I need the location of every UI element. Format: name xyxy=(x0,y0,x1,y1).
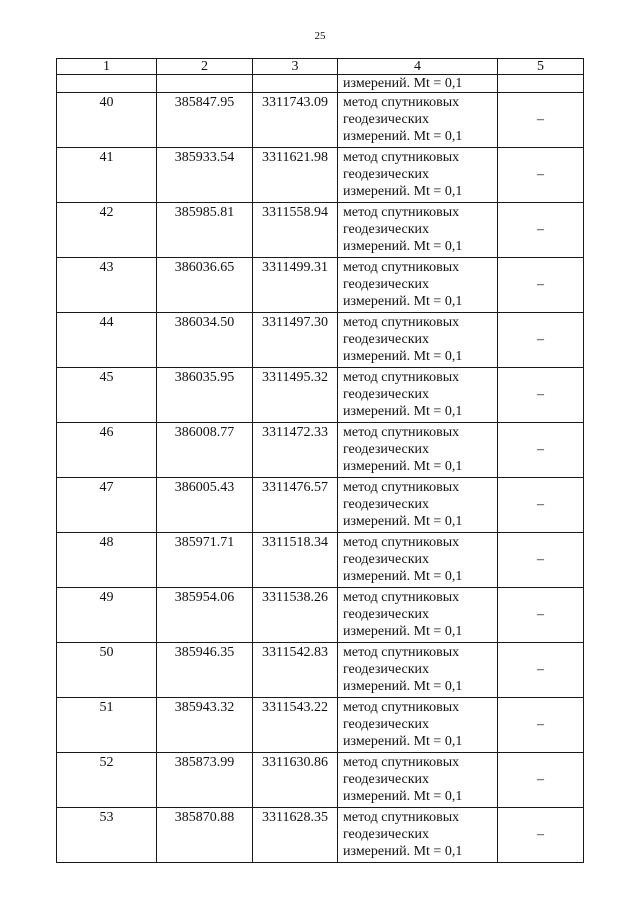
table-row xyxy=(57,698,584,753)
header-col-2: 2 xyxy=(157,59,253,75)
cell-num: 45 xyxy=(57,368,157,423)
method-line-1: метод спутниковых xyxy=(343,810,460,825)
cell-num: 51 xyxy=(57,698,157,753)
cell-num: 50 xyxy=(57,643,157,698)
method-line-2: геодезических xyxy=(343,717,430,732)
cell-note: – xyxy=(498,698,584,753)
table-row xyxy=(57,203,584,258)
cell-note: – xyxy=(498,368,584,423)
table-row xyxy=(57,533,584,588)
cell-num: 47 xyxy=(57,478,157,533)
method-line-2: геодезических xyxy=(343,662,430,677)
method-line-3: измерений. Mt = 0,1 xyxy=(343,349,463,364)
cell-method xyxy=(338,698,498,753)
method-line-1: метод спутниковых xyxy=(343,370,460,385)
cell-num: 43 xyxy=(57,258,157,313)
cell-y: 3311495.32 xyxy=(253,368,338,423)
cell-y: 3311558.94 xyxy=(253,203,338,258)
method-line-3: измерений. Mt = 0,1 xyxy=(343,789,463,804)
cell-y: 3311743.09 xyxy=(253,93,338,148)
cell-note: – xyxy=(498,148,584,203)
cell-num: 42 xyxy=(57,203,157,258)
method-line-2: геодезических xyxy=(343,332,430,347)
cell-y: 3311538.26 xyxy=(253,588,338,643)
method-line-3: измерений. Mt = 0,1 xyxy=(343,679,463,694)
method-line-1: метод спутниковых xyxy=(343,315,460,330)
cell-num xyxy=(57,75,157,93)
cell-method xyxy=(338,203,498,258)
cell-note: – xyxy=(498,478,584,533)
header-col-4: 4 xyxy=(338,59,498,75)
method-line-3: измерений. Mt = 0,1 xyxy=(343,184,463,199)
method-line-1: метод спутниковых xyxy=(343,205,460,220)
cell-y: 3311499.31 xyxy=(253,258,338,313)
method-line-1: метод спутниковых xyxy=(343,260,460,275)
cell-method xyxy=(338,368,498,423)
cell-y: 3311472.33 xyxy=(253,423,338,478)
cell-note: – xyxy=(498,533,584,588)
table-header xyxy=(57,59,584,75)
cell-method xyxy=(338,533,498,588)
method-line-1: метод спутниковых xyxy=(343,755,460,770)
method-line-2: геодезических xyxy=(343,607,430,622)
method-line-1: метод спутниковых xyxy=(343,425,460,440)
method-line-2: геодезических xyxy=(343,387,430,402)
method-line-1: метод спутниковых xyxy=(343,700,460,715)
method-line-3: измерений. Mt = 0,1 xyxy=(343,624,463,639)
method-line-2: геодезических xyxy=(343,222,430,237)
cell-method xyxy=(338,313,498,368)
method-line-3: измерений. Mt = 0,1 xyxy=(343,404,463,419)
method-line-1: метод спутниковых xyxy=(343,95,460,110)
method-line-3: измерений. Mt = 0,1 xyxy=(343,239,463,254)
cell-y: 3311543.22 xyxy=(253,698,338,753)
cell-note: – xyxy=(498,258,584,313)
method-line-1: метод спутниковых xyxy=(343,645,460,660)
method-line-2: геодезических xyxy=(343,112,430,127)
table-row xyxy=(57,313,584,368)
cell-y: 3311542.83 xyxy=(253,643,338,698)
cell-y: 3311630.86 xyxy=(253,753,338,808)
cell-y: 3311476.57 xyxy=(253,478,338,533)
cell-x: 385847.95 xyxy=(157,93,253,148)
method-line-2: геодезических xyxy=(343,772,430,787)
method-line-2: геодезических xyxy=(343,497,430,512)
cell-method xyxy=(338,588,498,643)
method-line-3: измерений. Mt = 0,1 xyxy=(343,459,463,474)
table-row xyxy=(57,258,584,313)
cell-num: 49 xyxy=(57,588,157,643)
cell-method xyxy=(338,643,498,698)
method-line-3: измерений. Mt = 0,1 xyxy=(343,844,463,859)
cell-y: 3311628.35 xyxy=(253,808,338,863)
method-line-1: метод спутниковых xyxy=(343,150,460,165)
cell-x: 386005.43 xyxy=(157,478,253,533)
method-line-2: геодезических xyxy=(343,827,430,842)
cell-method xyxy=(338,753,498,808)
coordinates-table xyxy=(56,58,584,863)
table-row xyxy=(57,643,584,698)
cell-note: – xyxy=(498,203,584,258)
table-row xyxy=(57,478,584,533)
cell-x: 385971.71 xyxy=(157,533,253,588)
method-line-2: геодезических xyxy=(343,442,430,457)
cell-x: 386035.95 xyxy=(157,368,253,423)
header-col-1: 1 xyxy=(57,59,157,75)
method-line-1: метод спутниковых xyxy=(343,590,460,605)
cell-num: 52 xyxy=(57,753,157,808)
cell-num: 44 xyxy=(57,313,157,368)
table-row xyxy=(57,368,584,423)
header-col-3: 3 xyxy=(253,59,338,75)
table-row xyxy=(57,753,584,808)
method-line-3: измерений. Mt = 0,1 xyxy=(343,294,463,309)
cell-method: измерений. Mt = 0,1 xyxy=(338,75,498,93)
cell-method xyxy=(338,148,498,203)
header-row xyxy=(57,59,584,75)
continuation-row xyxy=(57,75,584,93)
table-row xyxy=(57,93,584,148)
cell-method xyxy=(338,478,498,533)
method-line-2: геодезических xyxy=(343,167,430,182)
cell-note: – xyxy=(498,93,584,148)
cell-method xyxy=(338,93,498,148)
table-row xyxy=(57,423,584,478)
method-line-3: измерений. Mt = 0,1 xyxy=(343,569,463,584)
cell-y xyxy=(253,75,338,93)
cell-x: 385933.54 xyxy=(157,148,253,203)
method-line-2: геодезических xyxy=(343,552,430,567)
cell-note: – xyxy=(498,423,584,478)
table-body xyxy=(57,75,584,863)
cell-y: 3311518.34 xyxy=(253,533,338,588)
cell-y: 3311621.98 xyxy=(253,148,338,203)
method-line-1: метод спутниковых xyxy=(343,480,460,495)
cell-x: 386036.65 xyxy=(157,258,253,313)
cell-y: 3311497.30 xyxy=(253,313,338,368)
cell-num: 46 xyxy=(57,423,157,478)
cell-note: – xyxy=(498,643,584,698)
cell-x: 385985.81 xyxy=(157,203,253,258)
cell-x: 385954.06 xyxy=(157,588,253,643)
cell-x: 385870.88 xyxy=(157,808,253,863)
cell-note: – xyxy=(498,313,584,368)
page-number: 25 xyxy=(314,30,326,42)
cell-method xyxy=(338,423,498,478)
cell-num: 40 xyxy=(57,93,157,148)
cell-method xyxy=(338,808,498,863)
cell-method xyxy=(338,258,498,313)
cell-num: 53 xyxy=(57,808,157,863)
table-row xyxy=(57,588,584,643)
table-row xyxy=(57,148,584,203)
method-line-3: измерений. Mt = 0,1 xyxy=(343,734,463,749)
header-col-5: 5 xyxy=(498,59,584,75)
cell-note: – xyxy=(498,753,584,808)
cell-note: – xyxy=(498,588,584,643)
cell-x: 386008.77 xyxy=(157,423,253,478)
method-line-3: измерений. Mt = 0,1 xyxy=(343,129,463,144)
method-line-1: метод спутниковых xyxy=(343,535,460,550)
cell-num: 48 xyxy=(57,533,157,588)
cell-x: 385943.32 xyxy=(157,698,253,753)
cell-x: 385873.99 xyxy=(157,753,253,808)
cell-note xyxy=(498,75,584,93)
cell-x: 386034.50 xyxy=(157,313,253,368)
method-line-2: геодезических xyxy=(343,277,430,292)
cell-note: – xyxy=(498,808,584,863)
cell-x xyxy=(157,75,253,93)
cell-num: 41 xyxy=(57,148,157,203)
table-row xyxy=(57,808,584,863)
cell-x: 385946.35 xyxy=(157,643,253,698)
method-line-3: измерений. Mt = 0,1 xyxy=(343,514,463,529)
